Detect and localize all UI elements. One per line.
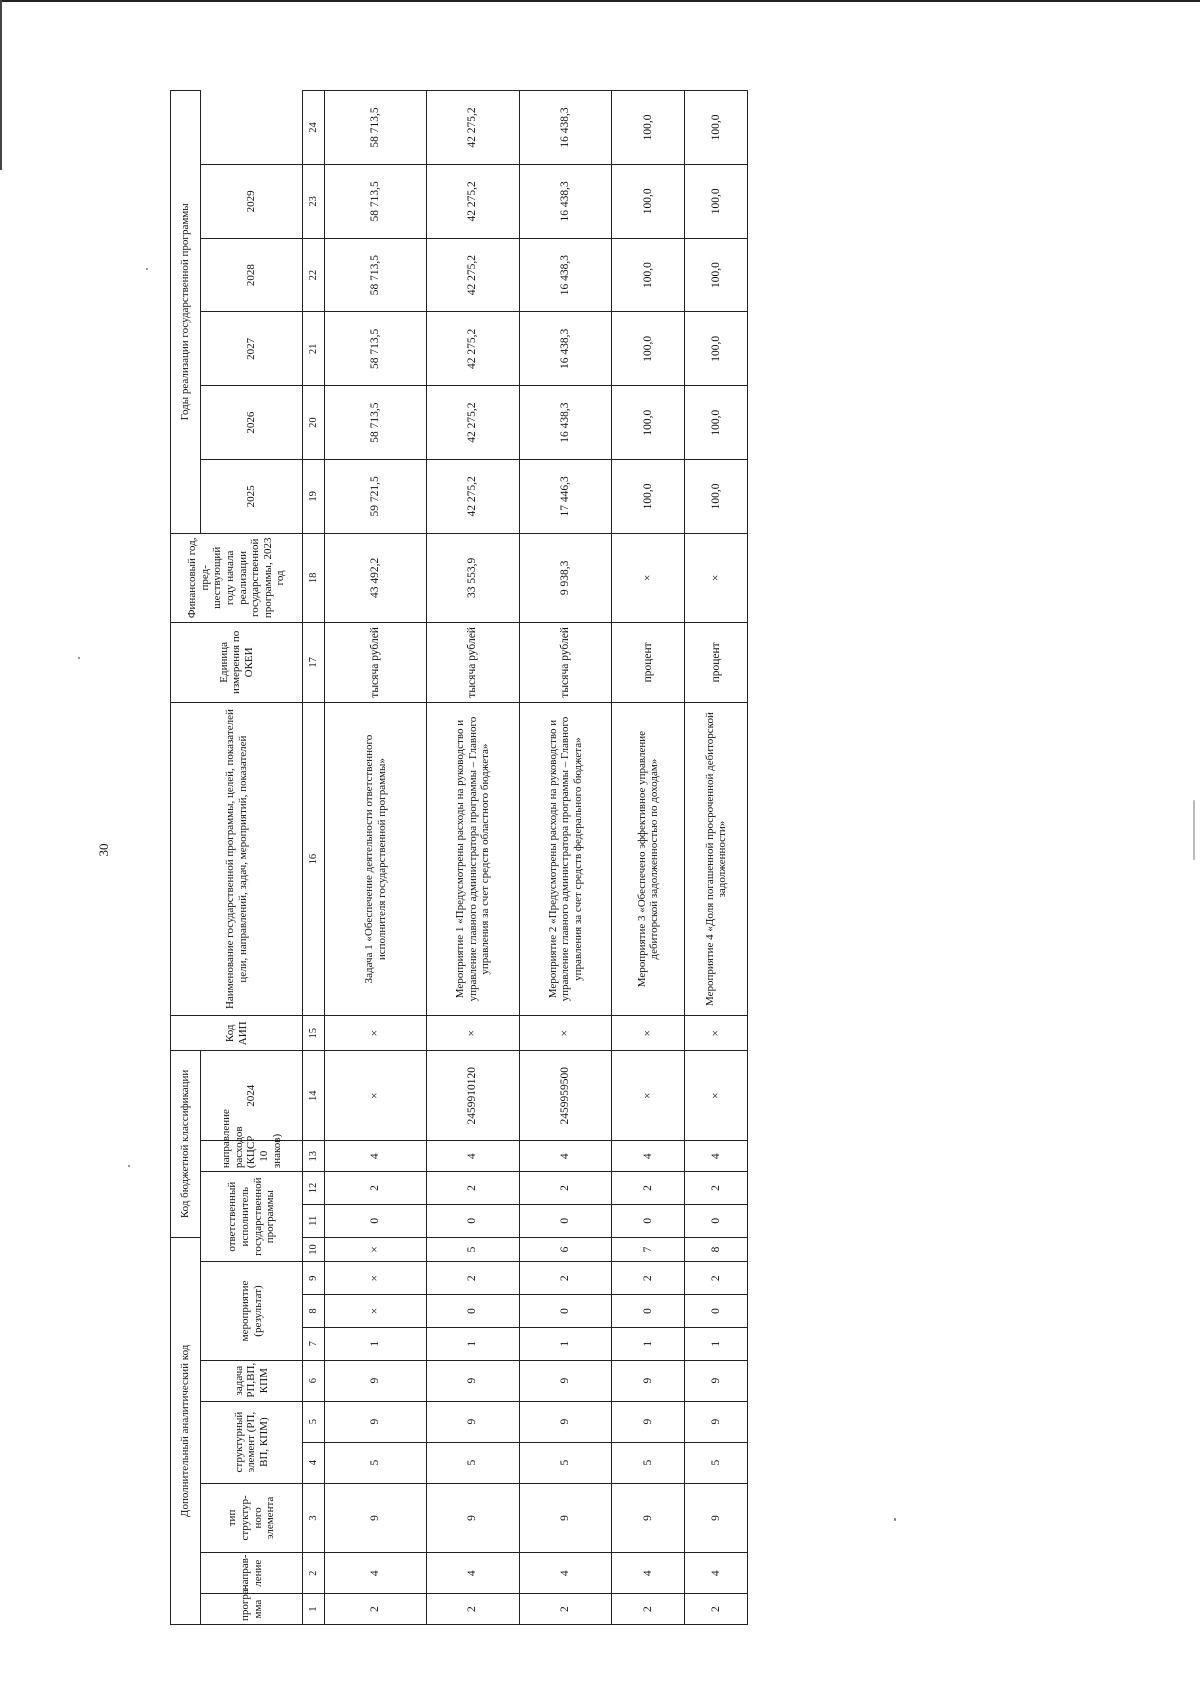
year-value: 17 446,3 — [519, 460, 612, 534]
year-value: 42 275,2 — [427, 460, 520, 534]
year-value: 100,0 — [612, 386, 685, 460]
code-cell: 5 — [325, 1442, 427, 1483]
code-cell: × — [325, 1051, 427, 1141]
code-cell: 2 — [685, 1172, 748, 1205]
code-cell: 2459910120 — [427, 1051, 520, 1141]
code-cell: 9 — [685, 1360, 748, 1401]
year-value: 16 438,3 — [519, 91, 612, 165]
column-number: 14 — [303, 1051, 325, 1141]
header-tip: тип структур-ного элемента — [201, 1483, 303, 1553]
year-value: 58 713,5 — [325, 312, 427, 386]
code-cell: × — [519, 1016, 612, 1051]
code-cell: 9 — [325, 1401, 427, 1442]
scan-speck — [146, 268, 148, 270]
code-cell: × — [685, 1016, 748, 1051]
code-cell: 9 — [612, 1483, 685, 1553]
item-name: Мероприятие 1 «Предусмотрены расходы на руководство и управление главного администратора программы – Главного управления за счет средств областного бюджета» — [427, 702, 520, 1016]
code-cell: 4 — [685, 1553, 748, 1594]
code-cell: 1 — [612, 1327, 685, 1360]
header-napr-rash: направление расходов (КЦСР 10 знаков) — [201, 1141, 303, 1172]
table-row — [427, 91, 520, 1625]
column-number: 2 — [303, 1553, 325, 1594]
code-cell: 4 — [519, 1553, 612, 1594]
code-cell: 2 — [325, 1594, 427, 1625]
code-cell: 4 — [685, 1141, 748, 1172]
code-cell: 9 — [325, 1483, 427, 1553]
item-name: Мероприятие 2 «Предусмотрены расходы на руководство и управление главного администратора программы – Главного управления за счет средств федерального бюджета» — [519, 702, 612, 1016]
year-value: 58 713,5 — [325, 386, 427, 460]
code-cell: 0 — [325, 1204, 427, 1237]
column-number: 8 — [303, 1295, 325, 1328]
header-year-2027: 2027 — [201, 312, 303, 386]
code-cell: 9 — [612, 1401, 685, 1442]
code-cell: 0 — [612, 1295, 685, 1328]
item-name: Задача 1 «Обеспечение деятельности ответственного исполнителя государственной программы» — [325, 702, 427, 1016]
year-value: 100,0 — [685, 386, 748, 460]
code-cell: 1 — [519, 1327, 612, 1360]
year-value: 100,0 — [612, 164, 685, 238]
code-cell: 4 — [612, 1553, 685, 1594]
fin-year-value: × — [612, 533, 685, 622]
header-zadacha: задача РП,ВП, КПМ — [201, 1360, 303, 1401]
item-name: Мероприятие 4 «Доля погашенной просроченной дебиторской задолженности» — [685, 702, 748, 1016]
code-cell: 9 — [519, 1483, 612, 1553]
code-cell: 5 — [427, 1442, 520, 1483]
column-number: 6 — [303, 1360, 325, 1401]
code-cell: 0 — [519, 1204, 612, 1237]
unit-cell: процент — [685, 622, 748, 702]
year-value: 100,0 — [612, 238, 685, 312]
unit-cell: тысяча рублей — [519, 622, 612, 702]
year-value: 100,0 — [612, 460, 685, 534]
column-number: 9 — [303, 1262, 325, 1295]
code-cell: 9 — [685, 1483, 748, 1553]
code-cell: × — [325, 1237, 427, 1262]
header-kbk: Код бюджетной классификации — [171, 1051, 201, 1237]
header-year-2028: 2028 — [201, 238, 303, 312]
code-cell: 0 — [427, 1295, 520, 1328]
code-cell: 9 — [325, 1360, 427, 1401]
code-cell: × — [612, 1051, 685, 1141]
header-meropr: мероприятие (результат) — [201, 1262, 303, 1360]
code-cell: 0 — [612, 1204, 685, 1237]
code-cell: 4 — [519, 1141, 612, 1172]
header-dop-kod: Дополнительный аналитический код — [171, 1237, 201, 1624]
code-cell: 2 — [325, 1172, 427, 1205]
header-year-2024: 2024 — [201, 1051, 303, 1141]
header-struct: структурный элемент (РП, ВП, КПМ) — [201, 1401, 303, 1483]
column-number: 10 — [303, 1237, 325, 1262]
fin-year-value: 9 938,3 — [519, 533, 612, 622]
column-number: 21 — [303, 312, 325, 386]
code-cell: 1 — [685, 1327, 748, 1360]
code-cell: 2 — [612, 1172, 685, 1205]
year-value: 100,0 — [685, 312, 748, 386]
code-cell: 9 — [519, 1401, 612, 1442]
column-number: 17 — [303, 622, 325, 702]
year-value: 100,0 — [612, 312, 685, 386]
column-number: 12 — [303, 1172, 325, 1205]
code-cell: 9 — [519, 1360, 612, 1401]
code-cell: 0 — [427, 1204, 520, 1237]
column-number: 1 — [303, 1594, 325, 1625]
column-number: 11 — [303, 1204, 325, 1237]
header-kod-aip: Код АИП — [171, 1016, 303, 1051]
code-cell: 2459959500 — [519, 1051, 612, 1141]
scan-speck — [894, 1518, 896, 1521]
column-number: 15 — [303, 1016, 325, 1051]
column-number: 18 — [303, 533, 325, 622]
scan-edge-left — [0, 0, 2, 170]
item-name: Мероприятие 3 «Обеспечено эффективное управление дебиторской задолженностью по доходам» — [612, 702, 685, 1016]
code-cell: 2 — [519, 1594, 612, 1625]
header-programma: програ-мма — [201, 1594, 303, 1625]
code-cell: 2 — [519, 1172, 612, 1205]
header-napravlenie: направ-ление — [201, 1553, 303, 1594]
column-number: 24 — [303, 91, 325, 165]
code-cell: 4 — [612, 1141, 685, 1172]
code-cell: 5 — [519, 1442, 612, 1483]
code-cell: 5 — [685, 1442, 748, 1483]
scan-speck — [78, 657, 80, 659]
year-value: 42 275,2 — [427, 386, 520, 460]
column-number: 19 — [303, 460, 325, 534]
code-cell: × — [685, 1051, 748, 1141]
code-cell: × — [325, 1295, 427, 1328]
code-cell: 2 — [612, 1594, 685, 1625]
header-fin-year: Финансовый год, пред-шествующий году начала реализации государственной программы, 2023 год — [171, 533, 303, 622]
year-value: 16 438,3 — [519, 238, 612, 312]
year-value: 100,0 — [612, 91, 685, 165]
column-number: 3 — [303, 1483, 325, 1553]
code-cell: 9 — [612, 1360, 685, 1401]
year-value: 42 275,2 — [427, 238, 520, 312]
scan-speck — [1193, 800, 1195, 860]
year-value: 58 713,5 — [325, 164, 427, 238]
budget-table — [170, 90, 748, 1625]
code-cell: 8 — [685, 1237, 748, 1262]
code-cell: 7 — [612, 1237, 685, 1262]
column-number: 13 — [303, 1141, 325, 1172]
code-cell: 0 — [685, 1204, 748, 1237]
year-value: 16 438,3 — [519, 312, 612, 386]
table-row — [612, 91, 685, 1625]
year-value: 16 438,3 — [519, 164, 612, 238]
year-value: 100,0 — [685, 460, 748, 534]
code-cell: 2 — [685, 1594, 748, 1625]
code-cell: × — [612, 1016, 685, 1051]
year-value: 59 721,5 — [325, 460, 427, 534]
column-number: 23 — [303, 164, 325, 238]
code-cell: × — [325, 1016, 427, 1051]
header-row-1 — [171, 91, 201, 1625]
code-cell: 5 — [612, 1442, 685, 1483]
column-number: 22 — [303, 238, 325, 312]
year-value: 100,0 — [685, 164, 748, 238]
scan-edge-top — [0, 0, 1200, 2]
code-cell: 4 — [427, 1553, 520, 1594]
code-cell: × — [427, 1016, 520, 1051]
column-number: 20 — [303, 386, 325, 460]
year-value: 42 275,2 — [427, 164, 520, 238]
column-number-row — [303, 91, 325, 1625]
code-cell: 0 — [685, 1295, 748, 1328]
column-number: 4 — [303, 1442, 325, 1483]
unit-cell: тысяча рублей — [427, 622, 520, 702]
header-year-2026: 2026 — [201, 386, 303, 460]
code-cell: 2 — [427, 1262, 520, 1295]
header-unit: Единица измерения по ОКЕИ — [171, 622, 303, 702]
code-cell: 9 — [427, 1360, 520, 1401]
year-value: 42 275,2 — [427, 312, 520, 386]
year-value: 16 438,3 — [519, 386, 612, 460]
header-year-2029: 2029 — [201, 164, 303, 238]
code-cell: 9 — [427, 1401, 520, 1442]
code-cell: 2 — [427, 1594, 520, 1625]
code-cell: 9 — [685, 1401, 748, 1442]
header-name: Наименование государственной программы, целей, показателей цели, направлений, задач, мероприятий, показателей — [171, 702, 303, 1016]
header-year-2025: 2025 — [201, 460, 303, 534]
code-cell: 9 — [427, 1483, 520, 1553]
table-row — [325, 91, 427, 1625]
table-body — [325, 91, 748, 1625]
code-cell: 4 — [427, 1141, 520, 1172]
table-row — [685, 91, 748, 1625]
code-cell: 1 — [325, 1327, 427, 1360]
unit-cell: процент — [612, 622, 685, 702]
year-value: 42 275,2 — [427, 91, 520, 165]
year-value: 100,0 — [685, 91, 748, 165]
year-value: 58 713,5 — [325, 91, 427, 165]
page-number: 30 — [96, 843, 111, 857]
code-cell: 2 — [685, 1262, 748, 1295]
header-years-group: Годы реализации государственной программы — [171, 91, 201, 534]
fin-year-value: 43 492,2 — [325, 533, 427, 622]
fin-year-value: × — [685, 533, 748, 622]
year-value: 58 713,5 — [325, 238, 427, 312]
column-number: 5 — [303, 1401, 325, 1442]
code-cell: 2 — [427, 1172, 520, 1205]
code-cell: 0 — [519, 1295, 612, 1328]
unit-cell: тысяча рублей — [325, 622, 427, 702]
scan-speck — [128, 1165, 130, 1167]
column-number: 16 — [303, 702, 325, 1016]
code-cell: × — [325, 1262, 427, 1295]
header-otv: ответственный исполнитель государственной программы — [201, 1172, 303, 1262]
rotated-table-wrapper — [170, 90, 748, 1625]
year-value: 100,0 — [685, 238, 748, 312]
code-cell: 2 — [612, 1262, 685, 1295]
code-cell: 4 — [325, 1553, 427, 1594]
code-cell: 6 — [519, 1237, 612, 1262]
table-row — [519, 91, 612, 1625]
code-cell: 4 — [325, 1141, 427, 1172]
code-cell: 1 — [427, 1327, 520, 1360]
fin-year-value: 33 553,9 — [427, 533, 520, 622]
code-cell: 5 — [427, 1237, 520, 1262]
code-cell: 2 — [519, 1262, 612, 1295]
column-number: 7 — [303, 1327, 325, 1360]
